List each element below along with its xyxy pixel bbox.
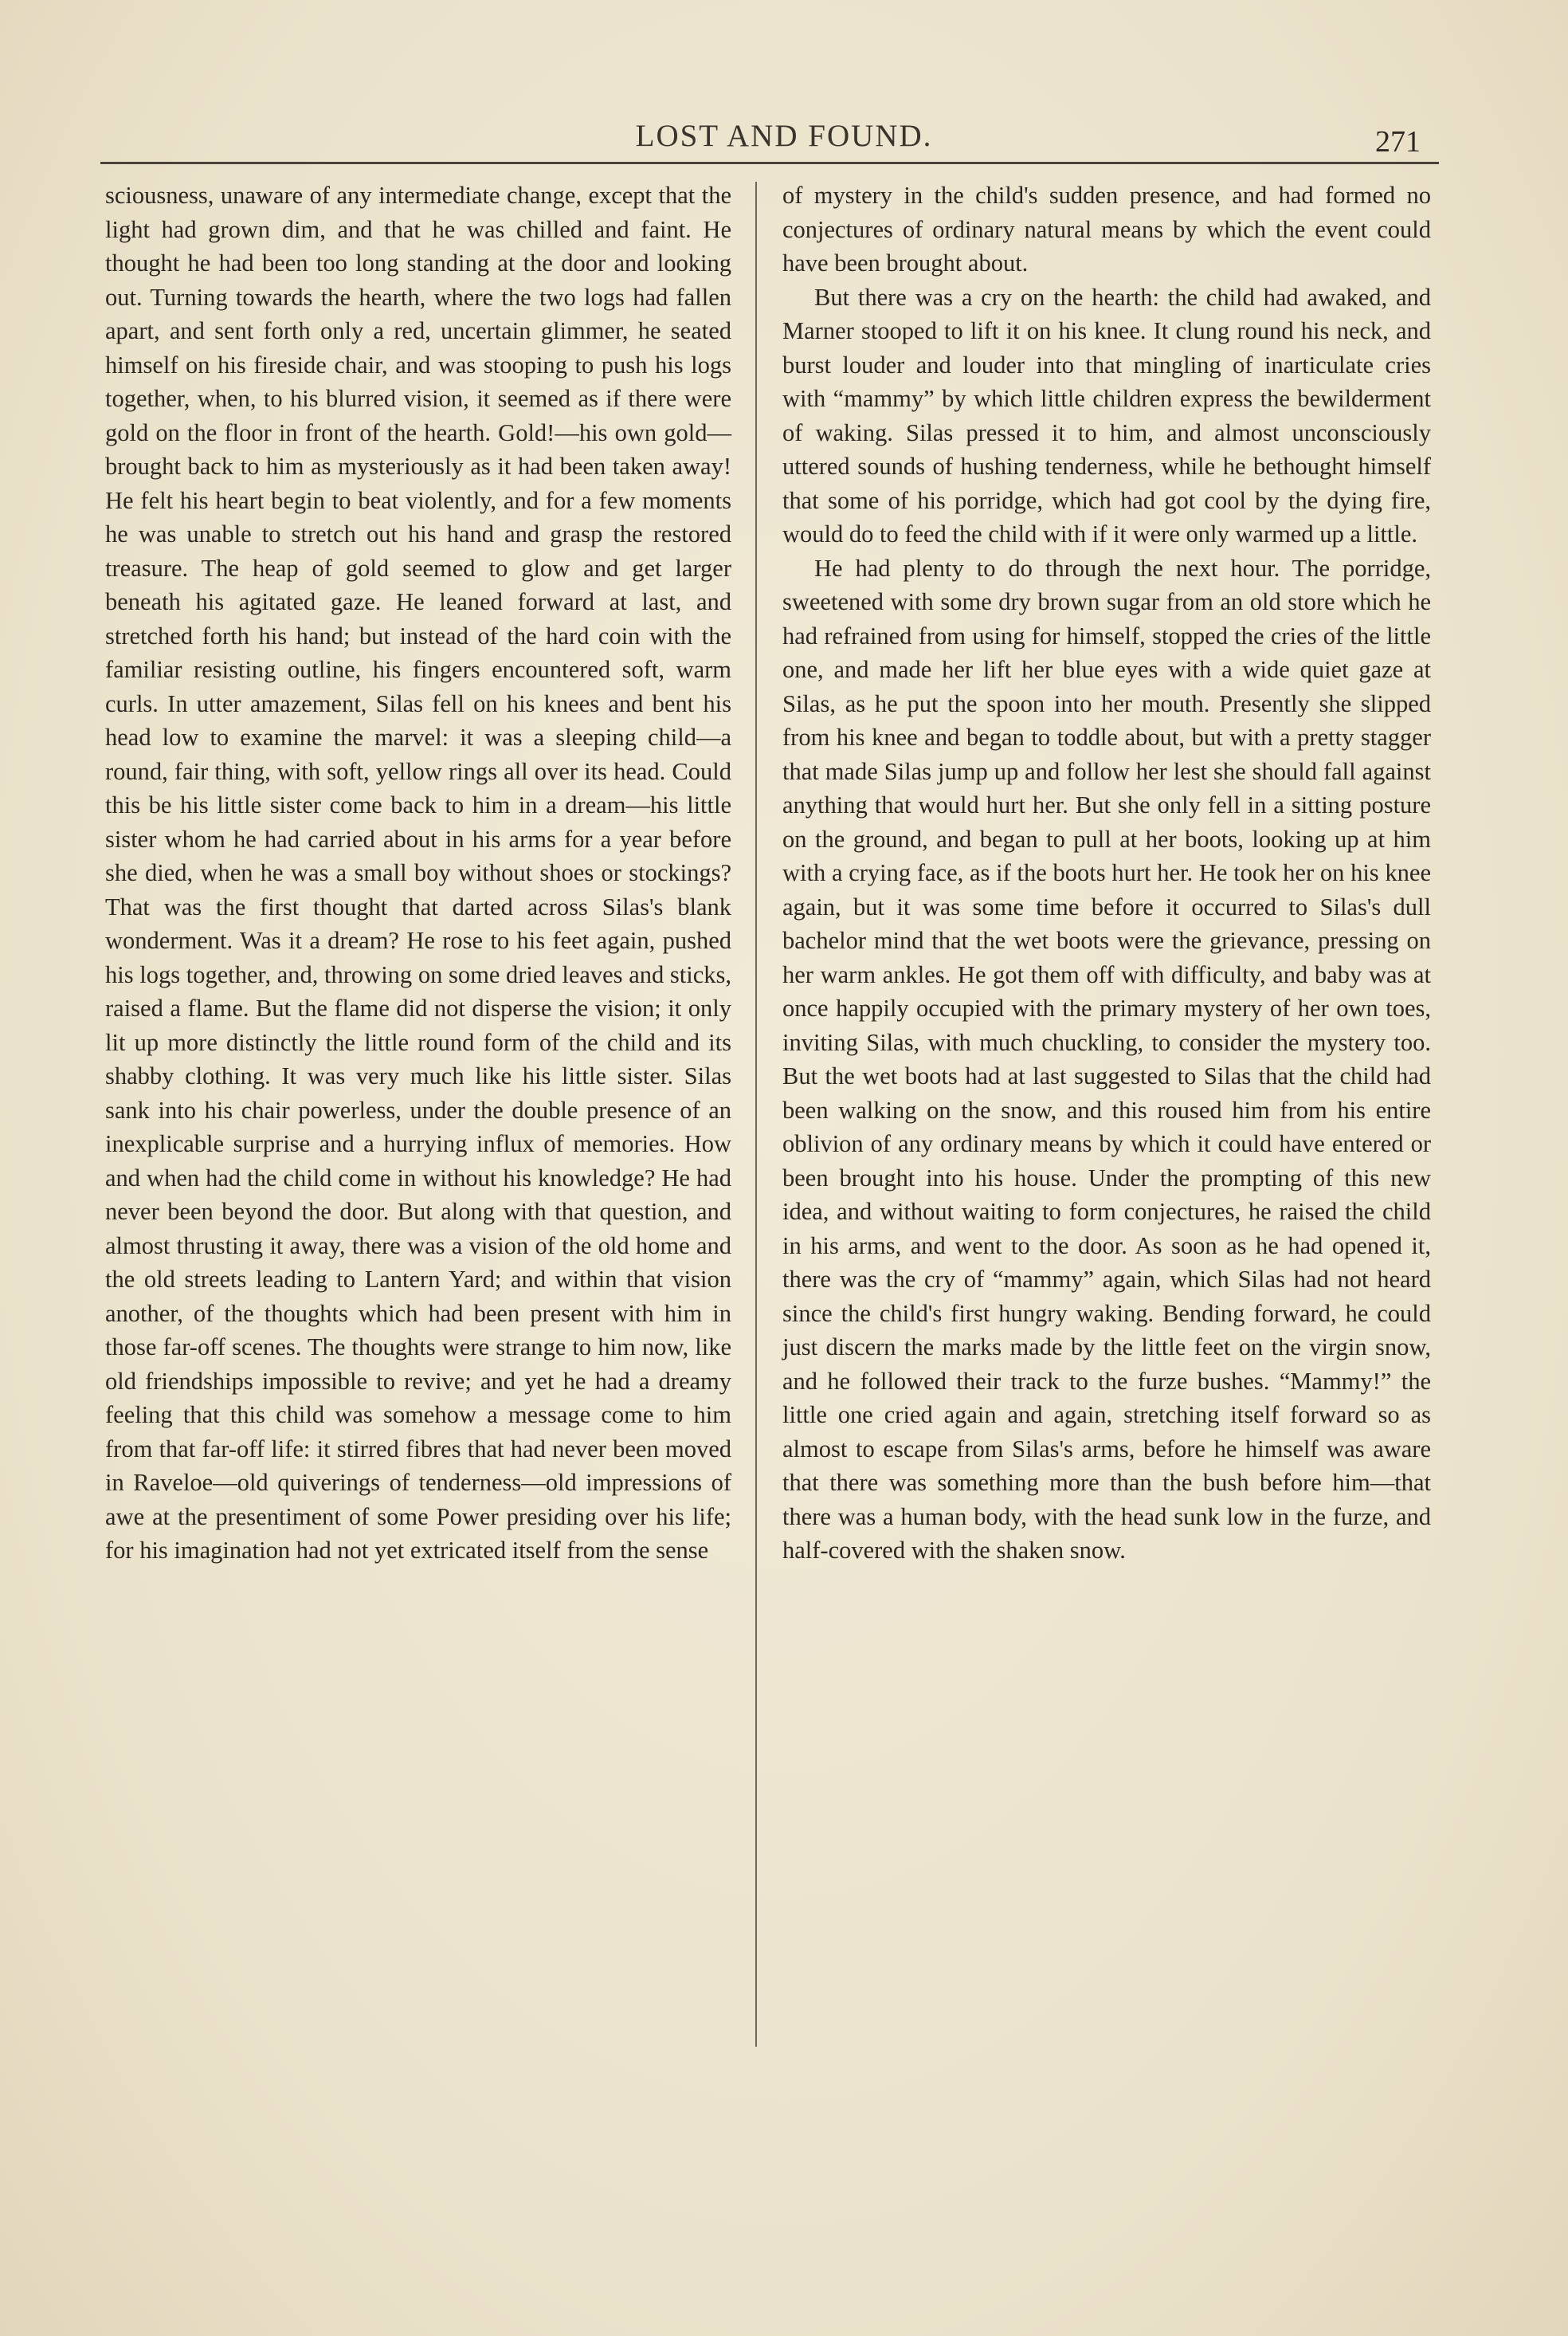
- column-divider: [755, 182, 757, 2047]
- page-number: 271: [1375, 125, 1421, 159]
- right-paragraph-3: He had plenty to do through the next hour. The porridge, sweetened with some dry brown sugar from an old store which he had refrained from using for himself, stopped the cries of the little one, and made her lift her blue eyes with a wide quiet gaze at Silas, as he put the spoon into her mouth. Presently she slipped from his knee and began to toddle about, but with a pretty stagger that made Silas jump up and follow her lest she should fall against anything that would hurt her. But she only fell in a sitting posture on the ground, and began to pull at her boots, looking up at him with a crying face, as if the boots hurt her. He took her on his knee again, but it was some time before it occurred to Silas's dull bachelor mind that the wet boots were the grievance, pressing on her warm ankles. He got them off with difficulty, and baby was at once happily occupied with the primary mystery of her own toes, inviting Silas, with much chuckling, to consider the mystery too. But the wet boots had at last suggested to Silas that the child had been walking on the snow, and this roused him from his entire oblivion of any ordinary means by which it could have entered or been brought into his house. Under the prompting of this new idea, and without waiting to form conjectures, he raised the child in his arms, and went to the door. As soon as he had opened it, there was the cry of “mammy” again, which Silas had not heard since the child's first hungry waking. Bending forward, he could just discern the marks made by the little feet on the virgin snow, and he followed their track to the furze bushes. “Mammy!” the little one cried again and again, stretching itself forward so as almost to escape from Silas's arms, before he himself was aware that there was something more than the bush before him—that there was a human body, with the head sunk low in the furze, and half-covered with the shaken snow.: [782, 554, 1431, 1564]
- right-column: [782, 179, 1431, 1568]
- running-title: LOST AND FOUND.: [635, 119, 933, 153]
- right-paragraph-2: But there was a cry on the hearth: the child had awaked, and Marner stooped to lift it on his knee. It clung round his neck, and burst louder and louder into that mingling of inarticulate cries with “mammy” by which little children express the bewilderment of waking. Silas pressed it to him, and almost unconsciously uttered sounds of hushing tenderness, while he bethought himself that some of his porridge, which had got cool by the dying fire, would do to feed the child with if it were only warmed up a little.: [782, 283, 1431, 548]
- header-rule: [100, 162, 1439, 164]
- right-paragraph-1: of mystery in the child's sudden presence, and had formed no conjectures of ordinary natural means by which the event could have been brought about.: [782, 182, 1431, 277]
- left-column: [105, 179, 731, 1568]
- left-paragraph-1: sciousness, unaware of any intermediate change, except that the light had grown dim, and that he was chilled and faint. He thought he had been too long standing at the door and looking out. Turning towards the hearth, where the two logs had fallen apart, and sent forth only a red, uncertain glimmer, he seated himself on his fireside chair, and was stooping to push his logs together, when, to his blurred vision, it seemed as if there were gold on the floor in front of the hearth. Gold!—his own gold—brought back to him as mysteriously as it had been taken away! He felt his heart begin to beat violently, and for a few moments he was unable to stretch out his hand and grasp the restored treasure. The heap of gold seemed to glow and get larger beneath his agitated gaze. He leaned forward at last, and stretched forth his hand; but instead of the hard coin with the familiar resisting outline, his fingers encountered soft, warm curls. In utter amazement, Silas fell on his knees and bent his head low to examine the marvel: it was a sleeping child—a round, fair thing, with soft, yellow rings all over its head. Could this be his little sister come back to him in a dream—his little sister whom he had carried about in his arms for a year before she died, when he was a small boy without shoes or stockings? That was the first thought that darted across Silas's blank wonderment. Was it a dream? He rose to his feet again, pushed his logs together, and, throwing on some dried leaves and sticks, raised a flame. But the flame did not disperse the vision; it only lit up more distinctly the little round form of the child and its shabby clothing. It was very much like his little sister. Silas sank into his chair powerless, under the double presence of an inexplicable surprise and a hurrying influx of memories. How and when had the child come in without his knowledge? He had never been beyond the door. But along with that question, and almost thrusting it away, there was a vision of the old home and the old streets leading to Lantern Yard; and within that vision another, of the thoughts which had been present with him in those far-off scenes. The thoughts were strange to him now, like old friendships impossible to revive; and yet he had a dreamy feeling that this child was somehow a message come to him from that far-off life: it stirred fibres that had never been moved in Raveloe—old quiverings of tenderness—old impressions of awe at the presentiment of some Power presiding over his life; for his imagination had not yet extricated itself from the sense: [105, 182, 731, 1564]
